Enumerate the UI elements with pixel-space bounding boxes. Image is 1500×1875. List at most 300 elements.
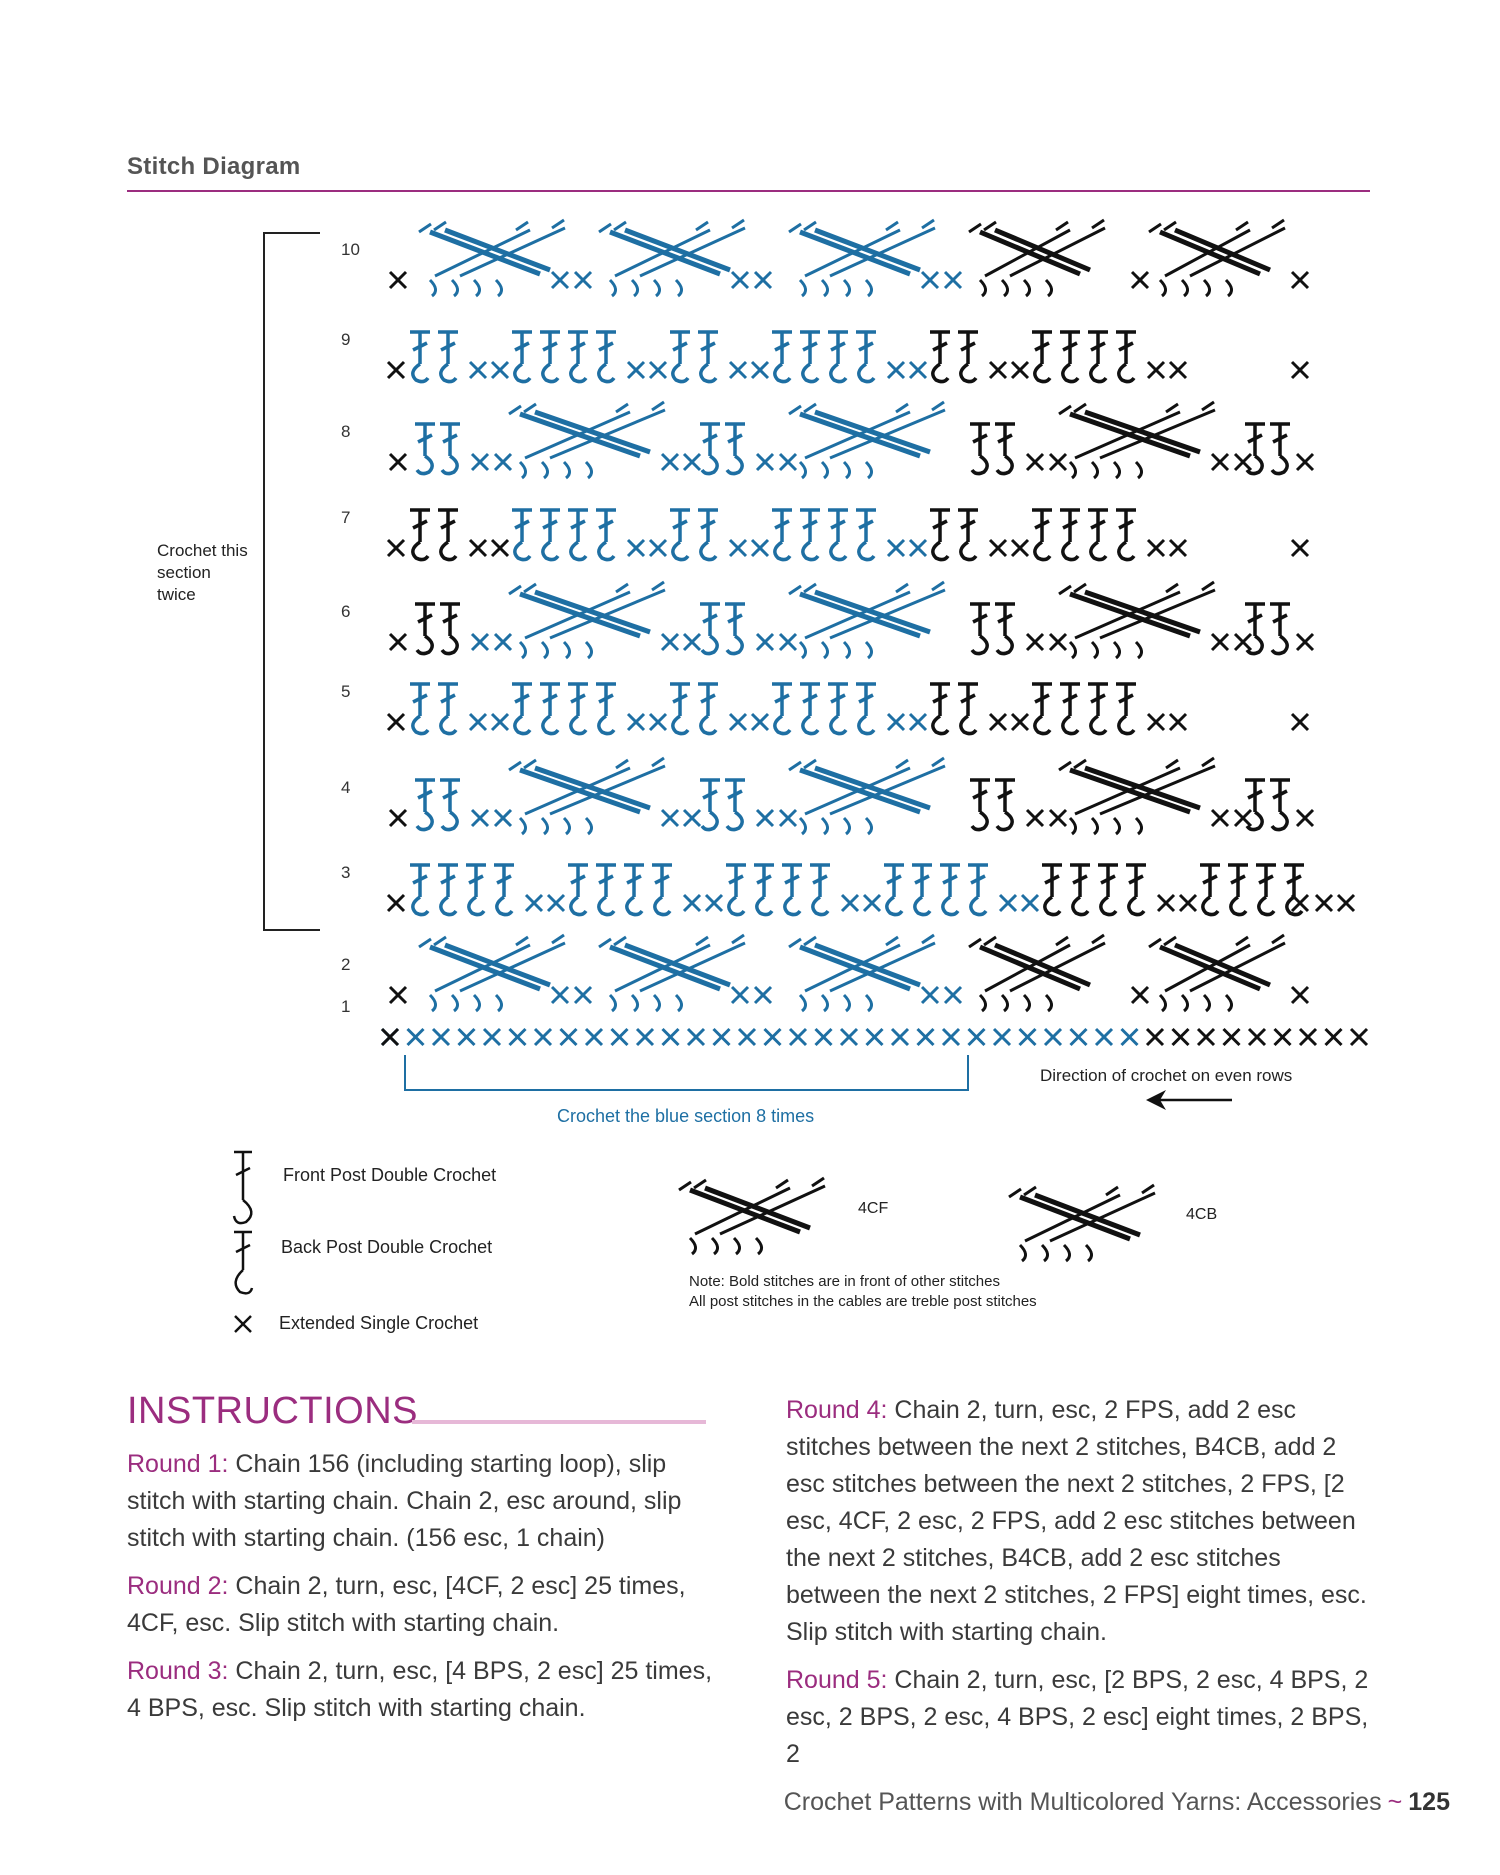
front-post-stitch <box>995 780 1015 830</box>
back-post-stitch <box>698 510 718 560</box>
esc-mark <box>922 987 938 1003</box>
esc-mark <box>990 714 1006 730</box>
esc-mark <box>1170 540 1186 556</box>
cable-stitch <box>509 582 665 658</box>
esc-mark <box>910 362 926 378</box>
esc-mark <box>408 1029 424 1045</box>
esc-mark <box>561 1029 577 1045</box>
esc-mark <box>390 987 406 1003</box>
back-post-stitch <box>828 332 848 382</box>
back-post-stitch <box>698 684 718 734</box>
esc-mark <box>910 714 926 730</box>
cable-stitch <box>969 935 1105 1011</box>
diagram-rows <box>341 220 1367 1045</box>
back-post-stitch <box>624 865 644 915</box>
esc-mark <box>390 454 406 470</box>
back-post-stitch <box>540 684 560 734</box>
back-post-stitch <box>540 510 560 560</box>
back-post-stitch <box>670 332 690 382</box>
esc-mark <box>1212 454 1228 470</box>
front-post-stitch <box>440 424 460 474</box>
esc-mark <box>662 634 678 650</box>
esc-mark <box>1050 454 1066 470</box>
back-post-stitch <box>772 684 792 734</box>
cable-stitch <box>419 220 565 296</box>
back-post-stitch <box>958 332 978 382</box>
esc-mark <box>730 362 746 378</box>
round-5: Round 5: Chain 2, turn, esc, [2 BPS, 2 esc, 4 BPS, 2 esc, 2 BPS, 2 esc, 4 BPS, 2 esc] eight times, 2 BPS, 2 <box>786 1666 1369 1768</box>
esc-mark <box>1148 362 1164 378</box>
back-post-stitch <box>800 332 820 382</box>
round-1: Round 1: Chain 156 (including starting loop), slip stitch with starting chain. Chain 2, esc around, slip stitch with starting chain. (156 esc, 1 chain) <box>127 1450 682 1552</box>
cable-stitch <box>419 935 565 1011</box>
esc-mark <box>1170 362 1186 378</box>
instructions-right-column <box>786 1392 1376 1784</box>
cable-stitch <box>509 758 665 834</box>
back-post-stitch <box>410 510 430 560</box>
back-post-stitch <box>698 332 718 382</box>
esc-mark <box>842 895 858 911</box>
esc-mark <box>548 895 564 911</box>
esc-mark <box>492 362 508 378</box>
row-number: 8 <box>341 422 351 441</box>
section-bracket <box>264 233 320 930</box>
back-post-stitch <box>512 332 532 382</box>
row-number: 4 <box>341 778 351 797</box>
footer-title: Crochet Patterns with Multicolored Yarns: Accessories <box>783 1788 1382 1816</box>
back-post-stitch <box>1116 332 1136 382</box>
esc-mark <box>1158 895 1174 911</box>
back-post-stitch <box>438 510 458 560</box>
footer-tilde: ~ <box>1387 1788 1403 1816</box>
cable-stitch <box>679 1178 825 1254</box>
esc-mark <box>1224 1029 1240 1045</box>
esc-mark <box>1297 454 1313 470</box>
front-post-stitch <box>970 780 990 830</box>
esc-mark <box>1235 634 1251 650</box>
esc-mark <box>1027 810 1043 826</box>
row-number: 9 <box>341 330 351 349</box>
esc-mark <box>757 810 773 826</box>
legend-note-line2: All post stitches in the cables are treble post stitches <box>689 1293 1037 1310</box>
esc-mark <box>552 987 568 1003</box>
bracket-label-line1: Crochet this <box>157 541 248 560</box>
front-post-stitch <box>415 424 435 474</box>
esc-mark <box>535 1029 551 1045</box>
front-post-stitch <box>725 604 745 654</box>
back-post-stitch <box>512 684 532 734</box>
esc-mark <box>433 1029 449 1045</box>
esc-mark <box>1198 1029 1214 1045</box>
esc-mark <box>757 634 773 650</box>
back-post-stitch <box>1088 684 1108 734</box>
cable-stitch <box>1149 935 1285 1011</box>
back-post-stitch <box>1060 684 1080 734</box>
esc-mark <box>1122 1029 1138 1045</box>
instructions-rule <box>412 1420 706 1424</box>
esc-mark <box>586 1029 602 1045</box>
direction-arrow-icon <box>1146 1090 1232 1110</box>
cable-stitch <box>1009 1185 1155 1261</box>
esc-mark <box>1235 810 1251 826</box>
back-post-stitch <box>856 684 876 734</box>
esc-mark <box>730 714 746 730</box>
esc-mark <box>1292 895 1308 911</box>
back-post-stitch <box>652 865 672 915</box>
row-number: 2 <box>341 955 351 974</box>
row-number: 1 <box>341 997 351 1016</box>
back-post-stitch <box>568 684 588 734</box>
esc-mark <box>780 810 796 826</box>
esc-mark <box>1012 540 1028 556</box>
esc-mark <box>575 272 591 288</box>
esc-mark <box>732 987 748 1003</box>
esc-mark <box>650 362 666 378</box>
back-post-stitch <box>930 332 950 382</box>
esc-mark <box>1292 540 1308 556</box>
esc-mark <box>684 634 700 650</box>
cable-stitch <box>1059 758 1215 834</box>
esc-mark <box>684 454 700 470</box>
esc-mark <box>390 272 406 288</box>
back-post-stitch <box>494 865 514 915</box>
legend-4cf-label: 4CF <box>858 1200 889 1217</box>
esc-mark <box>1297 810 1313 826</box>
esc-mark <box>706 895 722 911</box>
esc-mark <box>910 540 926 556</box>
esc-mark <box>755 272 771 288</box>
front-post-stitch <box>415 780 435 830</box>
instructions-title: INSTRUCTIONS <box>127 1390 418 1432</box>
cable-stitch <box>1149 220 1285 296</box>
legend-esc-label: Extended Single Crochet <box>279 1313 479 1333</box>
esc-mark <box>765 1029 781 1045</box>
esc-mark <box>662 810 678 826</box>
front-post-stitch <box>700 424 720 474</box>
esc-mark <box>382 1029 398 1045</box>
back-post-stitch <box>1256 865 1276 915</box>
esc-mark <box>994 1029 1010 1045</box>
back-post-stitch <box>568 332 588 382</box>
back-post-stitch <box>930 684 950 734</box>
cable-stitch <box>789 582 945 658</box>
cable-stitch <box>789 758 945 834</box>
esc-mark <box>1249 1029 1265 1045</box>
page-footer <box>784 1788 1450 1817</box>
back-post-stitch <box>1200 865 1220 915</box>
esc-mark <box>1050 810 1066 826</box>
row-number: 5 <box>341 682 351 701</box>
round-4: Round 4: Chain 2, turn, esc, 2 FPS, add 2 esc stitches between the next 2 stitches, B4CB, add 2 esc stitches between the next 2 stitches, 2 FPS, [2 esc, 4CF, 2 esc, 2 FPS, add 2 esc stitches between the next 2 stitches, B4CB, add 2 esc stitches between the next 2 stitches, 2 FPS] eight times, esc. Slip stitch with starting chain. <box>786 1396 1367 1646</box>
esc-mark <box>1212 810 1228 826</box>
front-post-stitch <box>1270 780 1290 830</box>
front-post-stitch <box>970 424 990 474</box>
esc-mark <box>1045 1029 1061 1045</box>
front-post-stitch <box>725 780 745 830</box>
esc-mark <box>470 540 486 556</box>
back-post-stitch <box>856 510 876 560</box>
row-number: 7 <box>341 508 351 527</box>
section-heading: Stitch Diagram <box>127 153 301 180</box>
esc-mark <box>388 362 404 378</box>
front-post-stitch <box>995 424 1015 474</box>
esc-mark <box>684 895 700 911</box>
esc-mark <box>1292 362 1308 378</box>
esc-mark <box>575 987 591 1003</box>
esc-mark <box>388 714 404 730</box>
esc-mark <box>816 1029 832 1045</box>
back-post-stitch <box>438 865 458 915</box>
back-post-stitch <box>968 865 988 915</box>
back-post-stitch <box>828 684 848 734</box>
legend-bpdc-icon <box>234 1232 252 1293</box>
back-post-stitch <box>810 865 830 915</box>
esc-mark <box>484 1029 500 1045</box>
back-post-stitch <box>800 684 820 734</box>
esc-mark <box>1316 895 1332 911</box>
esc-mark <box>628 540 644 556</box>
legend-fpdc-icon <box>234 1152 252 1223</box>
esc-mark <box>864 895 880 911</box>
esc-mark <box>650 714 666 730</box>
esc-mark <box>922 272 938 288</box>
back-post-stitch <box>1116 510 1136 560</box>
esc-mark <box>470 714 486 730</box>
esc-mark <box>1235 454 1251 470</box>
back-post-stitch <box>1070 865 1090 915</box>
legend-fpdc-label: Front Post Double Crochet <box>283 1165 497 1185</box>
esc-mark <box>990 362 1006 378</box>
esc-mark <box>752 540 768 556</box>
esc-mark <box>790 1029 806 1045</box>
back-post-stitch <box>438 684 458 734</box>
esc-mark <box>1020 1029 1036 1045</box>
front-post-stitch <box>440 780 460 830</box>
back-post-stitch <box>1042 865 1062 915</box>
bracket-label-line2: section <box>157 563 211 582</box>
back-post-stitch <box>1126 865 1146 915</box>
back-post-stitch <box>1032 332 1052 382</box>
cable-stitch <box>1059 582 1215 658</box>
esc-mark <box>732 272 748 288</box>
esc-mark <box>390 810 406 826</box>
esc-mark <box>1338 895 1354 911</box>
esc-mark <box>755 987 771 1003</box>
front-post-stitch <box>970 604 990 654</box>
esc-mark <box>684 810 700 826</box>
esc-mark <box>388 540 404 556</box>
esc-mark <box>552 272 568 288</box>
esc-mark <box>459 1029 475 1045</box>
esc-mark <box>1132 272 1148 288</box>
back-post-stitch <box>438 332 458 382</box>
esc-mark <box>945 272 961 288</box>
back-post-stitch <box>1088 510 1108 560</box>
esc-mark <box>888 540 904 556</box>
back-post-stitch <box>410 332 430 382</box>
back-post-stitch <box>1032 684 1052 734</box>
back-post-stitch <box>1032 510 1052 560</box>
esc-mark <box>841 1029 857 1045</box>
cable-stitch <box>599 220 745 296</box>
back-post-stitch <box>596 865 616 915</box>
esc-mark <box>510 1029 526 1045</box>
esc-mark <box>780 454 796 470</box>
bracket-label-line3: twice <box>157 585 196 604</box>
front-post-stitch <box>700 604 720 654</box>
esc-mark <box>1148 540 1164 556</box>
back-post-stitch <box>512 510 532 560</box>
esc-mark <box>472 454 488 470</box>
blue-section-label: Crochet the blue section 8 times <box>557 1106 815 1126</box>
legend-note-line1: Note: Bold stitches are in front of other stitches <box>689 1273 1000 1290</box>
cable-stitch <box>789 220 935 296</box>
esc-mark <box>637 1029 653 1045</box>
esc-mark <box>730 540 746 556</box>
esc-mark <box>650 540 666 556</box>
esc-mark <box>388 895 404 911</box>
esc-mark <box>663 1029 679 1045</box>
esc-mark <box>990 540 1006 556</box>
esc-mark <box>470 362 486 378</box>
esc-mark <box>1147 1029 1163 1045</box>
back-post-stitch <box>540 332 560 382</box>
esc-mark <box>714 1029 730 1045</box>
esc-mark <box>688 1029 704 1045</box>
back-post-stitch <box>912 865 932 915</box>
cable-stitch <box>789 935 935 1011</box>
back-post-stitch <box>800 510 820 560</box>
esc-mark <box>752 362 768 378</box>
esc-mark <box>1050 634 1066 650</box>
round-2: Round 2: Chain 2, turn, esc, [4CF, 2 esc] 25 times, 4CF, esc. Slip stitch with starting chain. <box>127 1572 686 1637</box>
back-post-stitch <box>772 332 792 382</box>
legend-cable-front-icon <box>679 1178 825 1254</box>
back-post-stitch <box>1116 684 1136 734</box>
esc-mark <box>969 1029 985 1045</box>
esc-mark <box>495 634 511 650</box>
esc-mark <box>757 454 773 470</box>
back-post-stitch <box>596 510 616 560</box>
esc-mark <box>1027 634 1043 650</box>
back-post-stitch <box>410 865 430 915</box>
back-post-stitch <box>1060 332 1080 382</box>
row-number: 10 <box>341 240 360 259</box>
esc-mark <box>1173 1029 1189 1045</box>
front-post-stitch <box>995 604 1015 654</box>
esc-mark <box>628 362 644 378</box>
esc-mark <box>892 1029 908 1045</box>
esc-mark <box>1180 895 1196 911</box>
esc-mark <box>1000 895 1016 911</box>
back-post-stitch <box>1098 865 1118 915</box>
esc-mark <box>1292 714 1308 730</box>
back-post-stitch <box>782 865 802 915</box>
esc-mark <box>1096 1029 1112 1045</box>
cable-stitch <box>599 935 745 1011</box>
back-post-stitch <box>466 865 486 915</box>
blue-section-bracket <box>405 1055 968 1090</box>
esc-mark <box>867 1029 883 1045</box>
esc-mark <box>1300 1029 1316 1045</box>
esc-mark <box>1212 634 1228 650</box>
esc-mark <box>1071 1029 1087 1045</box>
esc-mark <box>1148 714 1164 730</box>
esc-mark <box>1132 987 1148 1003</box>
back-post-stitch <box>940 865 960 915</box>
back-post-stitch <box>670 510 690 560</box>
esc-mark <box>945 987 961 1003</box>
esc-mark <box>1027 454 1043 470</box>
esc-mark <box>888 714 904 730</box>
esc-mark <box>1022 895 1038 911</box>
back-post-stitch <box>958 684 978 734</box>
esc-mark <box>492 540 508 556</box>
front-post-stitch <box>725 424 745 474</box>
esc-mark <box>739 1029 755 1045</box>
esc-mark <box>780 634 796 650</box>
back-post-stitch <box>884 865 904 915</box>
back-post-stitch <box>596 684 616 734</box>
esc-mark <box>495 454 511 470</box>
back-post-stitch <box>1228 865 1248 915</box>
esc-mark <box>526 895 542 911</box>
esc-mark <box>492 714 508 730</box>
legend-bpdc-label: Back Post Double Crochet <box>281 1237 493 1257</box>
front-post-stitch <box>1270 424 1290 474</box>
back-post-stitch <box>772 510 792 560</box>
back-post-stitch <box>1060 510 1080 560</box>
esc-mark <box>628 714 644 730</box>
esc-mark <box>1275 1029 1291 1045</box>
esc-mark <box>918 1029 934 1045</box>
page-number: 125 <box>1408 1788 1450 1816</box>
legend-cable-back-icon <box>1009 1185 1155 1261</box>
esc-mark <box>752 714 768 730</box>
cable-stitch <box>509 402 665 478</box>
esc-mark <box>1351 1029 1367 1045</box>
legend-esc-icon <box>235 1316 251 1332</box>
back-post-stitch <box>568 865 588 915</box>
esc-mark <box>1012 714 1028 730</box>
front-post-stitch <box>1270 604 1290 654</box>
back-post-stitch <box>1088 332 1108 382</box>
front-post-stitch <box>440 604 460 654</box>
esc-mark <box>1292 272 1308 288</box>
esc-mark <box>390 634 406 650</box>
esc-mark <box>1170 714 1186 730</box>
esc-mark <box>662 454 678 470</box>
esc-mark <box>1326 1029 1342 1045</box>
front-post-stitch <box>415 604 435 654</box>
cable-stitch <box>789 402 945 478</box>
back-post-stitch <box>856 332 876 382</box>
esc-mark <box>1292 987 1308 1003</box>
back-post-stitch <box>410 684 430 734</box>
esc-mark <box>943 1029 959 1045</box>
esc-mark <box>888 362 904 378</box>
front-post-stitch <box>700 780 720 830</box>
back-post-stitch <box>568 510 588 560</box>
row-number: 6 <box>341 602 351 621</box>
round-3: Round 3: Chain 2, turn, esc, [4 BPS, 2 esc] 25 times, 4 BPS, esc. Slip stitch with starting chain. <box>127 1657 713 1722</box>
cable-stitch <box>1059 402 1215 478</box>
esc-mark <box>612 1029 628 1045</box>
instructions-left-column <box>127 1446 717 1738</box>
back-post-stitch <box>596 332 616 382</box>
row-number: 3 <box>341 863 351 882</box>
esc-mark <box>1297 634 1313 650</box>
